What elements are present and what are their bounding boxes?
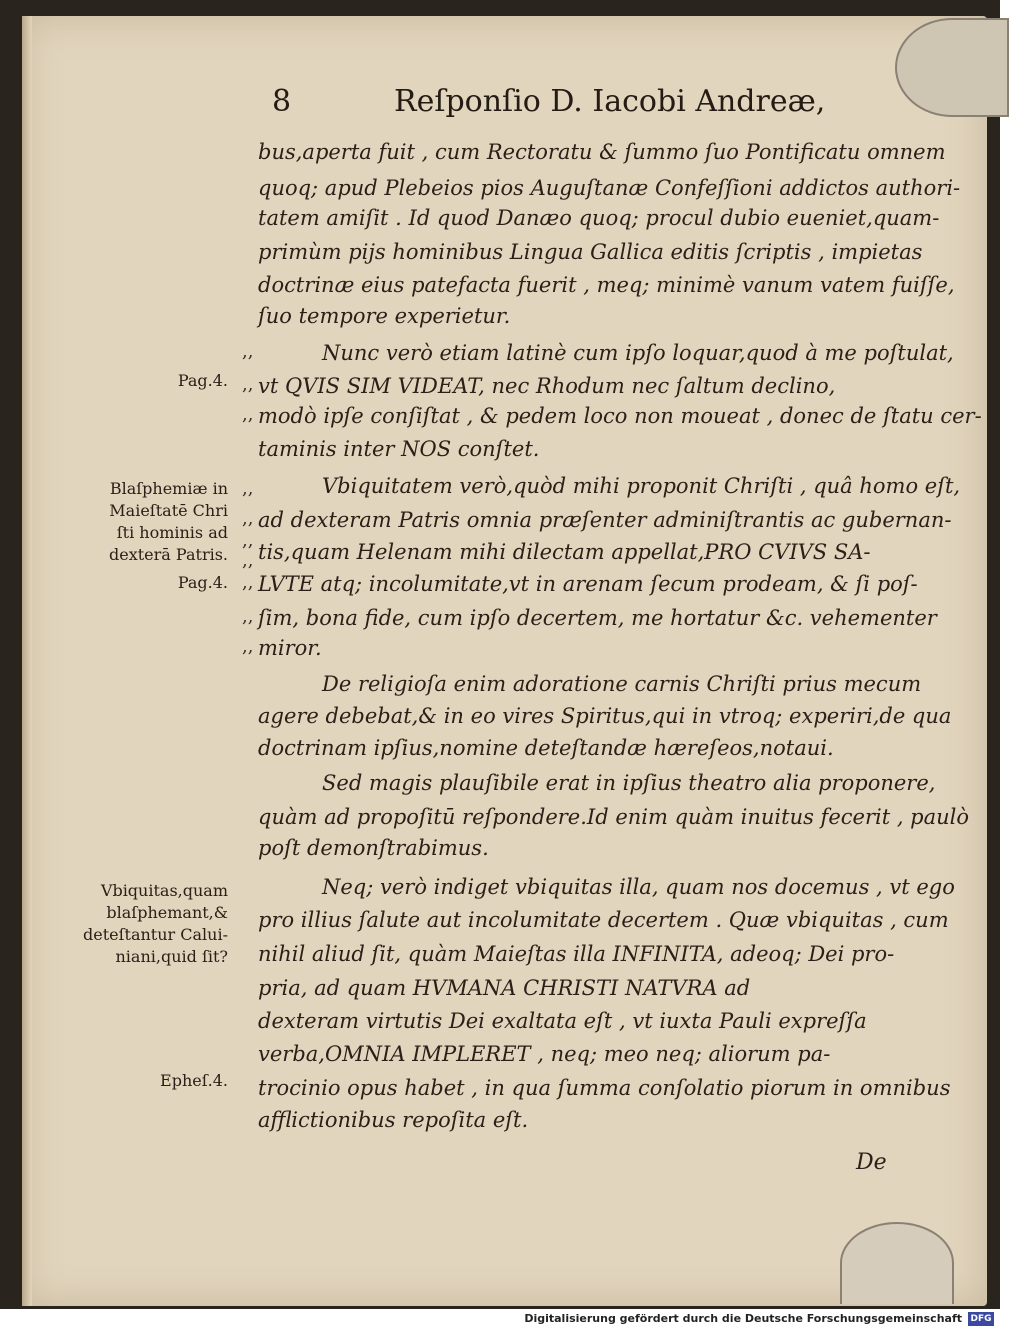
margin-note-ephes: Epheſ.4. bbox=[160, 1071, 228, 1090]
quote-mark: ,, bbox=[242, 341, 254, 362]
body-line: modò ipſe conſiſtat , & pedem loco non moueat , donec de ſtatu cer- bbox=[258, 404, 982, 428]
quote-mark: ,, bbox=[242, 508, 254, 529]
body-line: tatem amiſit . Id quod Danæo quoq; procul dubio eueniet,quam- bbox=[258, 206, 940, 230]
footer-credit: Digitalisierung gefördert durch die Deutsche Forschungsgemeinschaft bbox=[524, 1312, 962, 1325]
margin-note-vbiquitas bbox=[78, 880, 228, 968]
body-line: ſuo tempore experietur. bbox=[258, 304, 511, 328]
body-line: taminis inter NOS conſtet. bbox=[258, 437, 540, 461]
body-line: ad dexteram Patris omnia præſenter adminiſtrantis ac gubernan- bbox=[258, 508, 952, 532]
margin-note-page-ref: Pag.4. bbox=[177, 573, 228, 592]
catchword: De bbox=[856, 1150, 887, 1175]
body-line: primùm pijs hominibus Lingua Gallica editis ſcriptis , impietas bbox=[258, 240, 923, 264]
body-line: doctrinæ eius patefacta fuerit , meq; minimè vanum vatem fuiſſe, bbox=[258, 273, 955, 297]
body-line: tis,quam Helenam mihi dilectam appellat,PRO CVIVS SA- bbox=[258, 540, 871, 564]
quote-mark: ,, bbox=[242, 374, 254, 395]
page-clip-top bbox=[895, 18, 1009, 117]
page-number: 8 bbox=[272, 84, 292, 119]
quote-mark: ,, bbox=[242, 478, 254, 499]
dfg-logo: DFG bbox=[968, 1312, 994, 1326]
body-line: doctrinam ipſius,nomine deteſtandæ hæreſeos,notaui. bbox=[258, 736, 834, 760]
body-line: trocinio opus habet , in qua ſumma conſolatio piorum in omnibus bbox=[258, 1076, 951, 1100]
body-line: pro illius ſalute aut incolumitate decertem . Quæ vbiquitas , cum bbox=[258, 908, 949, 932]
quote-mark: ,, bbox=[242, 606, 254, 627]
body-line: miror. bbox=[258, 636, 322, 660]
body-line: Neq; verò indiget vbiquitas illa, quam nos docemus , vt ego bbox=[322, 875, 955, 899]
margin-note-page-ref: Pag.4. bbox=[177, 371, 228, 390]
page-header bbox=[268, 84, 828, 128]
body-line: pria, ad quam HVMANA CHRISTI NATVRA ad bbox=[258, 976, 751, 1000]
margin-note-blasphemiae bbox=[78, 478, 228, 566]
quote-mark: ,, bbox=[242, 404, 254, 425]
body-line: vt QVIS SIM VIDEAT, nec Rhodum nec ſaltum declino, bbox=[258, 374, 836, 398]
body-line: afflictionibus repoſita eſt. bbox=[258, 1108, 529, 1132]
footer bbox=[0, 1309, 1000, 1329]
body-line: Sed magis plauſibile erat in ipſius theatro alia proponere, bbox=[322, 771, 936, 795]
body-line: agere debebat,& in eo vires Spiritus,qui in vtroq; experiri,de qua bbox=[258, 704, 952, 728]
margin-note-line: deteſtantur Calui- bbox=[83, 925, 228, 944]
body-line: verba,OMNIA IMPLERET , neq; meo neq; aliorum pa- bbox=[258, 1042, 831, 1066]
body-line: ſim, bona fide, cum ipſo decertem, me hortatur &c. vehementer bbox=[258, 606, 937, 630]
body-line: Nunc verò etiam latinè cum ipſo loquar,quod à me poſtulat, bbox=[322, 341, 954, 365]
page-clip-bottom bbox=[840, 1222, 954, 1304]
margin-note-line: niani,quid ſit? bbox=[115, 947, 228, 966]
body-line: nihil aliud ſit, quàm Maieſtas illa INFINITA, adeoq; Dei pro- bbox=[258, 942, 895, 966]
body-line: poſt demonſtrabimus. bbox=[258, 836, 489, 860]
body-line: quoq; apud Plebeios pios Auguſtanæ Confeſſioni addictos authori- bbox=[258, 176, 961, 200]
margin-note-line: ſti hominis ad bbox=[116, 523, 228, 542]
quote-mark: ,, bbox=[242, 550, 254, 571]
margin-note-line: blaſphemant,& bbox=[106, 903, 228, 922]
body-line: bus,aperta fuit , cum Rectoratu & ſummo ſuo Pontificatu omnem bbox=[258, 140, 946, 164]
body-line: LVTE atq; incolumitate,vt in arenam ſecum prodeam, & ſi poſ- bbox=[258, 572, 918, 596]
page-binding-edge bbox=[22, 16, 32, 1306]
body-line: De religioſa enim adoratione carnis Chriſti prius mecum bbox=[322, 672, 922, 696]
body-line: dexteram virtutis Dei exaltata eſt , vt iuxta Pauli expreſſa bbox=[258, 1009, 867, 1033]
margin-note-line: Maieſtatē Chri bbox=[109, 501, 228, 520]
quote-mark: ,, bbox=[242, 530, 254, 551]
quote-mark: ,, bbox=[242, 572, 254, 593]
margin-note-line: Blaſphemiæ in bbox=[109, 479, 228, 498]
margin-note-line: dexterā Patris. bbox=[109, 545, 228, 564]
running-title: Reſponſio D. Iacobi Andreæ, bbox=[394, 84, 826, 119]
body-line: quàm ad propoſitū reſpondere.Id enim quàm inuitus fecerit , paulò bbox=[258, 805, 970, 829]
quote-mark: ,, bbox=[242, 636, 254, 657]
margin-note-line: Vbiquitas,quam bbox=[100, 881, 228, 900]
body-line: Vbiquitatem verò,quòd mihi proponit Chriſti , quâ homo eſt, bbox=[322, 474, 961, 498]
